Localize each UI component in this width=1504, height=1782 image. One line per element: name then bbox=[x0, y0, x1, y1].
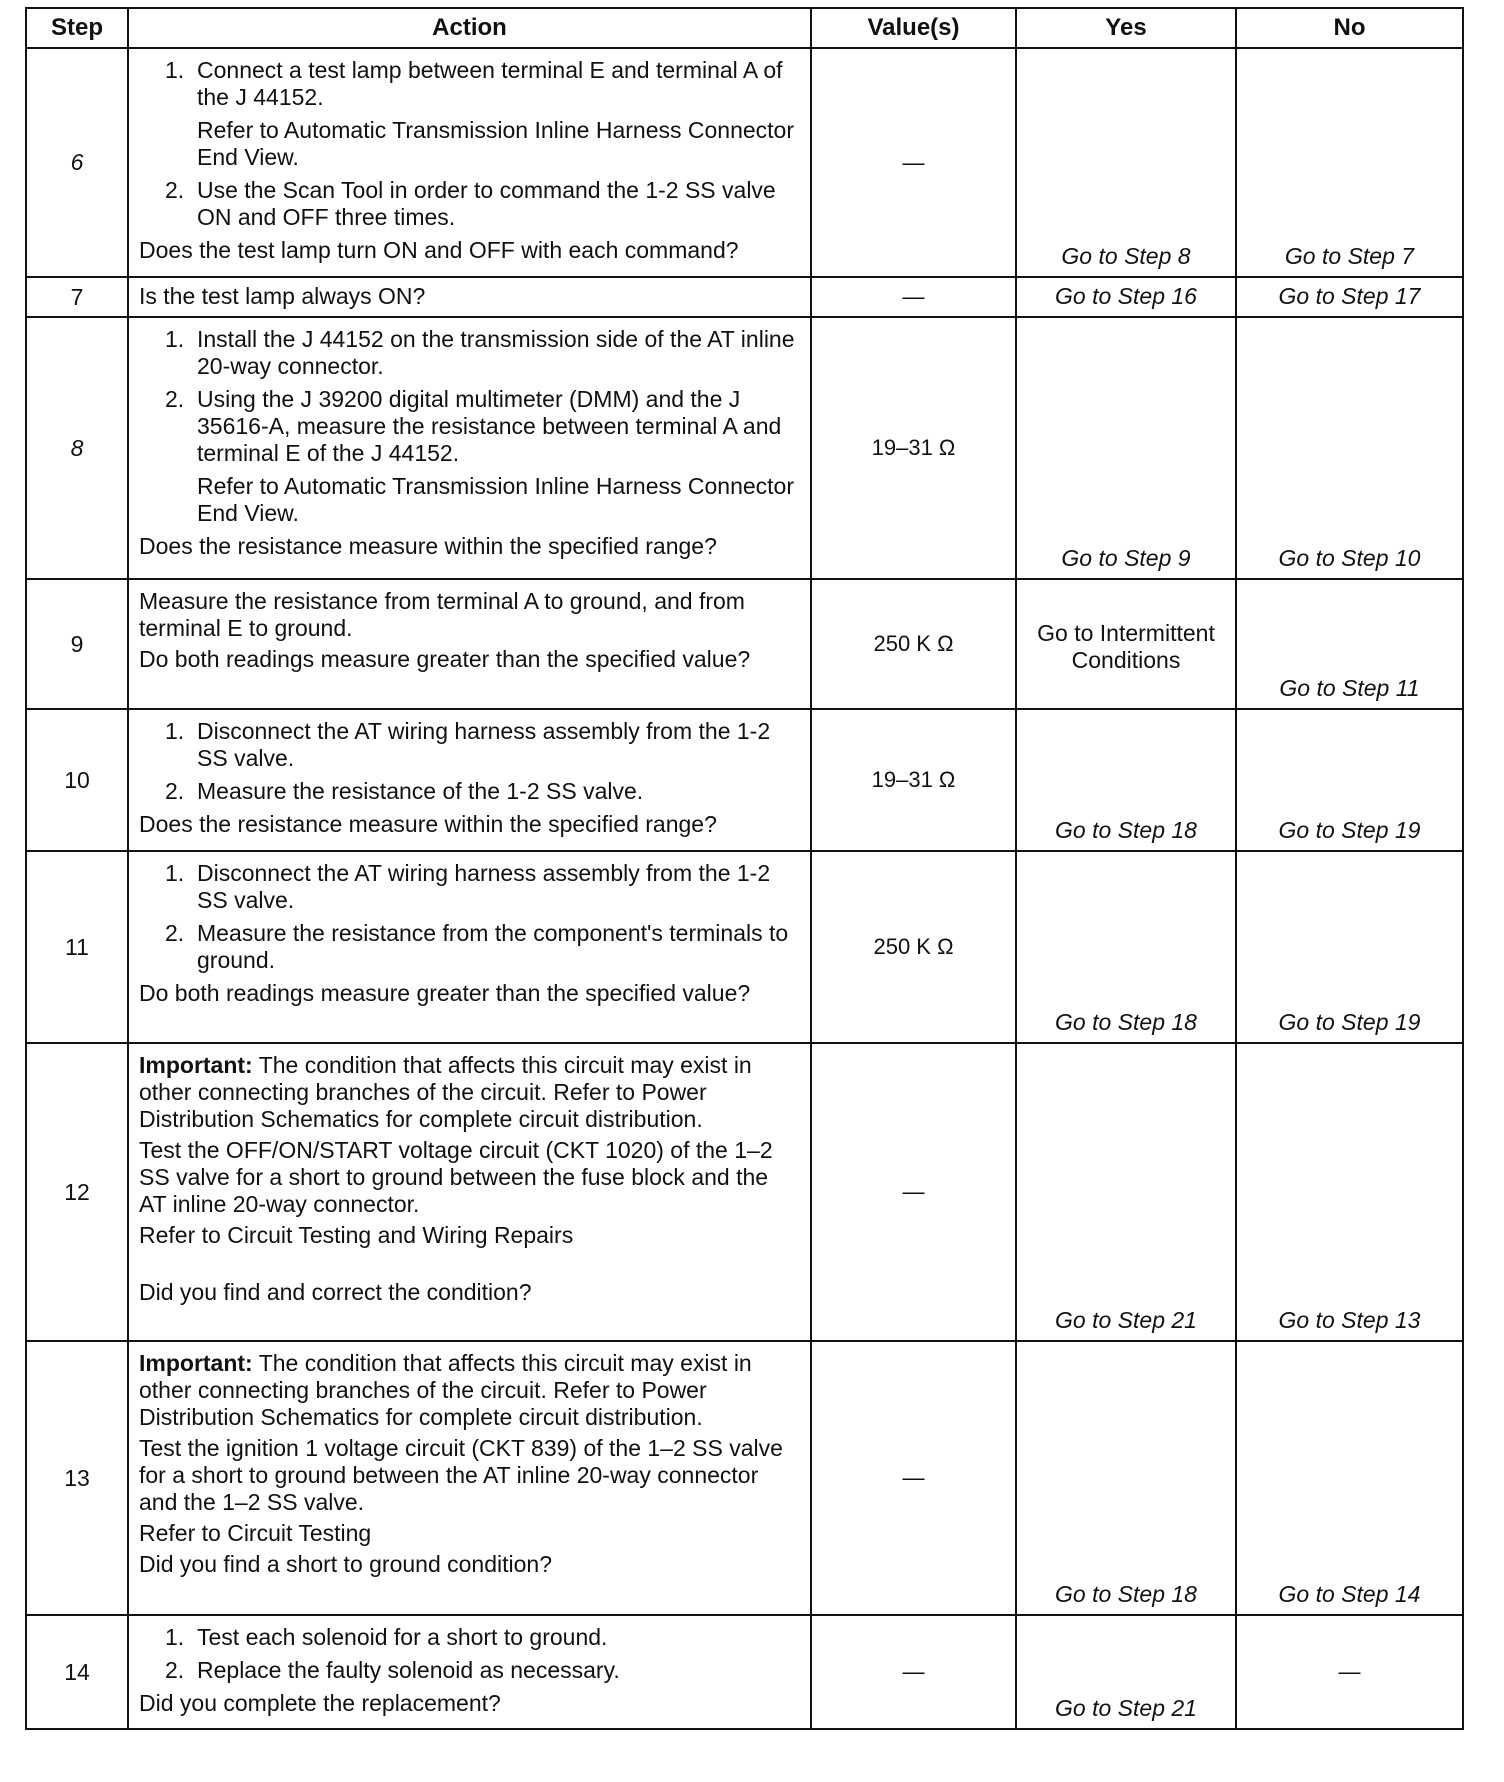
important-note: Important: The condition that affects this circuit may exist in other connecting branches of the circuit. Refer to Power Distribution Schematics for complete circuit distribution. bbox=[139, 1052, 752, 1132]
list-item: 1. Disconnect the AT wiring harness assembly from the 1-2 SS valve. bbox=[165, 718, 771, 771]
value-cell: — bbox=[811, 48, 1016, 277]
question-text: Did you complete the replacement? bbox=[139, 1690, 501, 1716]
header-yes: Yes bbox=[1016, 8, 1236, 48]
list-item: 1. Test each solenoid for a short to ground. bbox=[165, 1624, 608, 1650]
diagnostic-table bbox=[25, 7, 1464, 1730]
instruction-text: Test the ignition 1 voltage circuit (CKT 839) of the 1–2 SS valve for a short to ground between the AT inline 20-way connector and the 1–2 SS valve. bbox=[139, 1435, 783, 1515]
table-row bbox=[26, 277, 1463, 317]
reference-text: Refer to Automatic Transmission Inline Harness Connector End View. bbox=[197, 117, 794, 170]
step-number: 11 bbox=[26, 851, 128, 1043]
yes-cell bbox=[1016, 709, 1236, 851]
instruction-text: Test the OFF/ON/START voltage circuit (CKT 1020) of the 1–2 SS valve for a short to ground between the fuse block and the AT inline 20-way connector. bbox=[139, 1137, 773, 1217]
action-cell bbox=[128, 277, 811, 317]
yes-cell bbox=[1016, 579, 1236, 709]
yes-cell bbox=[1016, 1043, 1236, 1341]
reference-text: Refer to Automatic Transmission Inline Harness Connector End View. bbox=[197, 473, 794, 526]
yes-cell bbox=[1016, 1341, 1236, 1615]
no-cell bbox=[1236, 277, 1463, 317]
value-cell: — bbox=[811, 1615, 1016, 1729]
value-cell: 250 K Ω bbox=[811, 579, 1016, 709]
no-link[interactable]: Go to Step 19 bbox=[1278, 817, 1421, 843]
step-number: 9 bbox=[26, 579, 128, 709]
step-number: 14 bbox=[26, 1615, 128, 1729]
table-row bbox=[26, 579, 1463, 709]
no-cell: — bbox=[1236, 1615, 1463, 1729]
instruction-text: Measure the resistance from terminal A to ground, and from terminal E to ground. bbox=[139, 588, 745, 641]
value-cell: 19–31 Ω bbox=[811, 317, 1016, 579]
yes-cell bbox=[1016, 851, 1236, 1043]
yes-link[interactable]: Go to Step 21 bbox=[1055, 1695, 1197, 1721]
question-text: Does the resistance measure within the specified range? bbox=[139, 533, 717, 559]
list-item: 2. Measure the resistance of the 1-2 SS valve. bbox=[165, 778, 644, 804]
step-number: 13 bbox=[26, 1341, 128, 1615]
table-row bbox=[26, 1341, 1463, 1615]
table-row bbox=[26, 1043, 1463, 1341]
list-item: 1. Connect a test lamp between terminal E and terminal A of the J 44152. bbox=[165, 57, 783, 110]
action-cell bbox=[128, 851, 811, 1043]
step-number: 7 bbox=[26, 277, 128, 317]
step-number: 12 bbox=[26, 1043, 128, 1341]
yes-link[interactable]: Go to Step 9 bbox=[1061, 545, 1191, 571]
no-cell bbox=[1236, 317, 1463, 579]
list-item: 1. Install the J 44152 on the transmission side of the AT inline 20-way connector. bbox=[165, 326, 795, 379]
list-item: 1. Disconnect the AT wiring harness assembly from the 1-2 SS valve. bbox=[165, 860, 771, 913]
list-item: 2. Using the J 39200 digital multimeter (DMM) and the J 35616-A, measure the resistance between terminal A and terminal E of the J 44152. bbox=[165, 386, 782, 466]
question-text: Did you find and correct the condition? bbox=[139, 1279, 532, 1305]
value-cell: — bbox=[811, 1341, 1016, 1615]
step-number: 8 bbox=[26, 317, 128, 579]
yes-link[interactable]: Go to Step 18 bbox=[1055, 1009, 1197, 1035]
header-row bbox=[26, 8, 1463, 48]
no-link[interactable]: Go to Step 14 bbox=[1278, 1581, 1421, 1607]
action-cell bbox=[128, 317, 811, 579]
yes-link[interactable]: Go to Step 16 bbox=[1055, 283, 1197, 309]
yes-cell bbox=[1016, 317, 1236, 579]
list-item: 2. Replace the faulty solenoid as necessary. bbox=[165, 1657, 620, 1683]
important-label: Important: bbox=[139, 1350, 253, 1376]
value-cell: — bbox=[811, 277, 1016, 317]
yes-cell bbox=[1016, 48, 1236, 277]
no-link[interactable]: Go to Step 7 bbox=[1284, 243, 1415, 269]
reference-text: Refer to Circuit Testing and Wiring Repairs bbox=[139, 1222, 574, 1248]
action-cell bbox=[128, 1341, 811, 1615]
important-label: Important: bbox=[139, 1052, 253, 1078]
no-link[interactable]: Go to Step 17 bbox=[1278, 283, 1421, 309]
no-link[interactable]: Go to Step 10 bbox=[1278, 545, 1421, 571]
question-text: Does the resistance measure within the specified range? bbox=[139, 811, 717, 837]
step-number: 6 bbox=[26, 48, 128, 277]
no-link[interactable]: Go to Step 13 bbox=[1278, 1307, 1421, 1333]
question-text: Do both readings measure greater than the specified value? bbox=[139, 646, 751, 672]
yes-link[interactable]: Go to Step 8 bbox=[1061, 243, 1191, 269]
list-item: 2. Use the Scan Tool in order to command the 1-2 SS valve ON and OFF three times. bbox=[165, 177, 776, 230]
value-cell: 250 K Ω bbox=[811, 851, 1016, 1043]
action-cell bbox=[128, 1615, 811, 1729]
value-cell: — bbox=[811, 1043, 1016, 1341]
action-cell bbox=[128, 48, 811, 277]
table-row bbox=[26, 1615, 1463, 1729]
no-cell bbox=[1236, 851, 1463, 1043]
value-cell: 19–31 Ω bbox=[811, 709, 1016, 851]
important-note: Important: The condition that affects this circuit may exist in other connecting branches of the circuit. Refer to Power Distribution Schematics for complete circuit distribution. bbox=[139, 1350, 752, 1430]
no-cell bbox=[1236, 48, 1463, 277]
yes-link[interactable]: Go to Step 21 bbox=[1055, 1307, 1197, 1333]
question-text: Does the test lamp turn ON and OFF with each command? bbox=[139, 237, 739, 263]
table-row bbox=[26, 317, 1463, 579]
action-cell bbox=[128, 579, 811, 709]
no-cell bbox=[1236, 579, 1463, 709]
header-step: Step bbox=[26, 8, 128, 48]
yes-link[interactable]: Go to Step 18 bbox=[1055, 817, 1197, 843]
table-row bbox=[26, 48, 1463, 277]
yes-cell bbox=[1016, 1615, 1236, 1729]
yes-link[interactable]: Go to Intermittent Conditions bbox=[1037, 620, 1215, 673]
table-row bbox=[26, 851, 1463, 1043]
table-row bbox=[26, 709, 1463, 851]
no-cell bbox=[1236, 709, 1463, 851]
action-cell bbox=[128, 1043, 811, 1341]
question-text: Did you find a short to ground condition? bbox=[139, 1551, 552, 1577]
header-action: Action bbox=[128, 8, 811, 48]
no-link[interactable]: Go to Step 19 bbox=[1278, 1009, 1421, 1035]
list-item: 2. Measure the resistance from the component's terminals to ground. bbox=[165, 920, 789, 973]
reference-text: Refer to Circuit Testing bbox=[139, 1520, 372, 1546]
question-text: Do both readings measure greater than the specified value? bbox=[139, 980, 751, 1006]
header-no: No bbox=[1236, 8, 1463, 48]
no-cell bbox=[1236, 1043, 1463, 1341]
no-link[interactable]: Go to Step 11 bbox=[1279, 675, 1420, 701]
no-cell bbox=[1236, 1341, 1463, 1615]
header-values: Value(s) bbox=[811, 8, 1016, 48]
step-number: 10 bbox=[26, 709, 128, 851]
action-cell bbox=[128, 709, 811, 851]
question-text: Is the test lamp always ON? bbox=[139, 283, 426, 309]
yes-link[interactable]: Go to Step 18 bbox=[1055, 1581, 1197, 1607]
yes-cell bbox=[1016, 277, 1236, 317]
